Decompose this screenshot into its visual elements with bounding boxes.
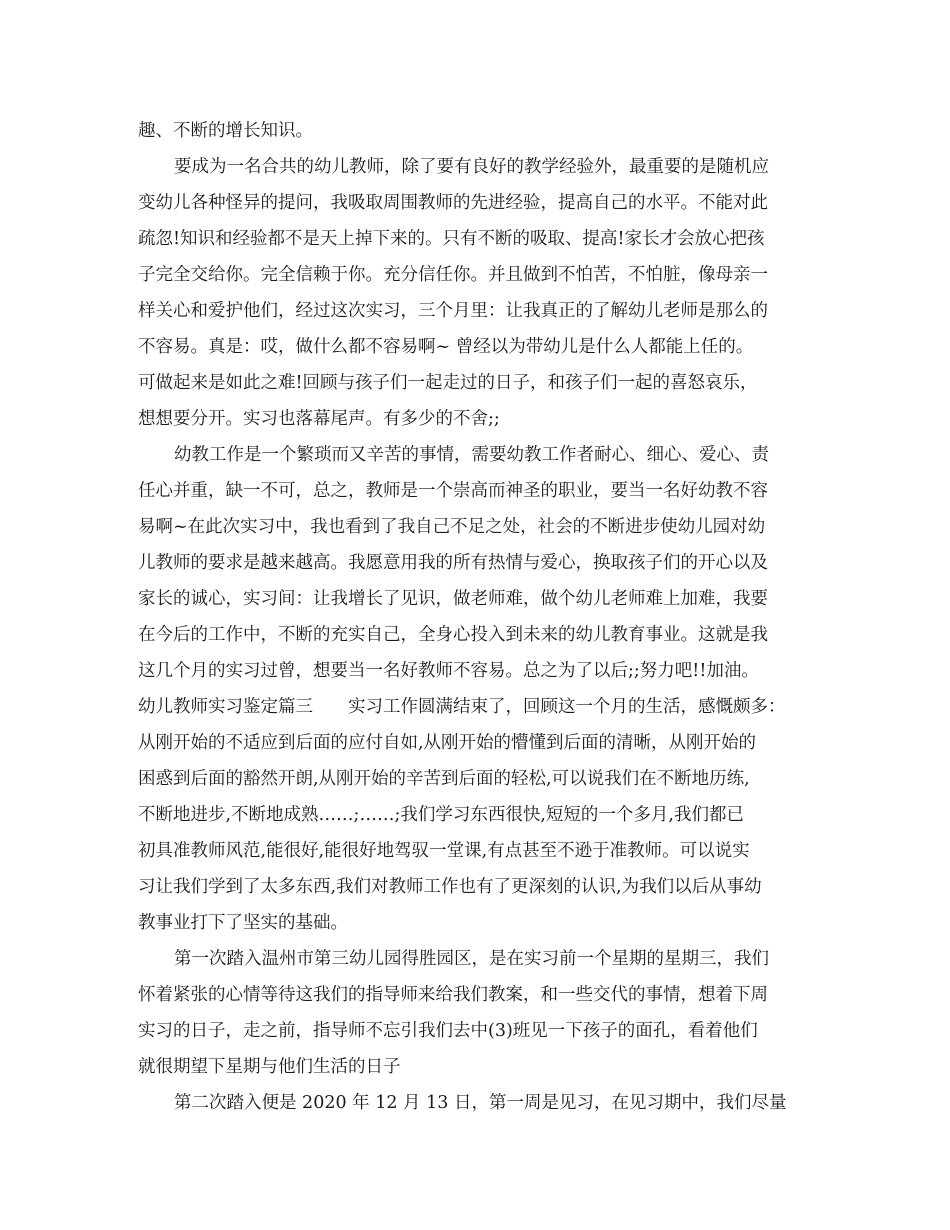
text-line: 不容易。真是：哎，做什么都不容易啊~ 曾经以为带幼儿是什么人都能上任的。	[138, 337, 754, 357]
text-line: 这几个月的实习过曾，想要当一名好教师不容易。总之为了以后;;努力吧!!加油。	[138, 661, 759, 681]
text-line: 儿教师的要求是越来越高。我愿意用我的所有热情与爱心，换取孩子们的开心以及	[138, 553, 768, 573]
text-line: 疏忽!知识和经验都不是天上掉下来的。只有不断的吸取、提高!家长才会放心把孩	[138, 229, 765, 249]
text-line: 易啊~在此次实习中，我也看到了我自己不足之处，社会的不断进步使幼儿园对幼	[138, 517, 766, 537]
text-line: 怀着紧张的心情等待这我们的指导师来给我们教案，和一些交代的事情，想着下周	[138, 985, 768, 1005]
text-line: 困惑到后面的豁然开朗,从刚开始的辛苦到后面的轻松,可以说我们在不断地历练,	[138, 769, 750, 789]
text-line: 样关心和爱护他们，经过这次实习，三个月里：让我真正的了解幼儿老师是那么的	[138, 301, 768, 321]
text-line: 实习的日子，走之前，指导师不忘引我们去中(3)班见一下孩子的面孔，看着他们	[138, 1021, 758, 1041]
text-line: 趣、不断的增长知识。	[138, 121, 313, 141]
text-line: 习让我们学到了太多东西,我们对教师工作也有了更深刻的认识,为我们以后从事幼	[138, 877, 762, 897]
text-line: 教事业打下了坚实的基础。	[138, 913, 348, 933]
text-line: 第一次踏入温州市第三幼儿园得胜园区，是在实习前一个星期的星期三，我们	[174, 949, 769, 969]
text-line: 从刚开始的不适应到后面的应付自如,从刚开始的懵懂到后面的清晰，从刚开始的	[138, 733, 757, 753]
text-line: 家长的诚心，实习间：让我增长了见识，做老师难，做个幼儿老师难上加难，我要	[138, 589, 768, 609]
text-line: 要成为一名合共的幼儿教师，除了要有良好的教学经验外，最重要的是随机应	[174, 157, 769, 177]
text-line: 就很期望下星期与他们生活的日子	[138, 1057, 401, 1077]
text-line: 第二次踏入便是 2020 年 12 月 13 日，第一周是见习，在见习期中，我们尽量	[174, 1093, 787, 1113]
text-line: 子完全交给你。完全信赖于你。充分信任你。并且做到不怕苦，不怕脏，像母亲一	[138, 265, 768, 285]
section-heading-line: 幼儿教师实习鉴定篇三 实习工作圆满结束了，回顾这一个月的生活，感慨颇多：	[138, 697, 786, 717]
text-line: 在今后的工作中，不断的充实自己，全身心投入到未来的幼儿教育事业。这就是我	[138, 625, 768, 645]
text-line: 任心并重，缺一不可，总之，教师是一个崇高而神圣的职业，要当一名好幼教不容	[138, 481, 768, 501]
text-line: 不断地进步,不断地成熟……;……;我们学习东西很快,短短的一个多月,我们都已	[138, 805, 744, 825]
text-line: 想想要分开。实习也落幕尾声。有多少的不舍;;	[138, 409, 500, 429]
text-line: 变幼儿各种怪异的提问，我吸取周围教师的先进经验，提高自己的水平。不能对此	[138, 193, 768, 213]
text-line: 幼教工作是一个繁琐而又辛苦的事情，需要幼教工作者耐心、细心、爱心、责	[174, 445, 769, 465]
text-line: 可做起来是如此之难!回顾与孩子们一起走过的日子，和孩子们一起的喜怒哀乐，	[138, 373, 758, 393]
text-line: 初具准教师风范,能很好,能很好地驾驭一堂课,有点甚至不逊于准教师。可以说实	[138, 841, 750, 861]
